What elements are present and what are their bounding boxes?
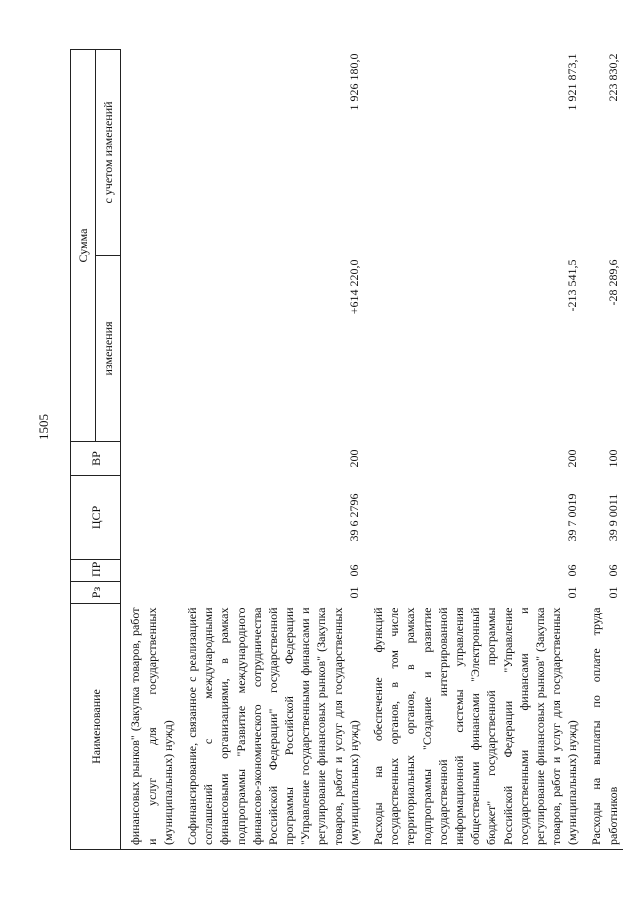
row-pr: 06 <box>565 564 580 577</box>
row-change: -28 289,6 <box>605 259 620 306</box>
header-rz: Рз <box>71 582 121 604</box>
row-total: 223 830,2 <box>605 53 620 102</box>
row-vr: 200 <box>346 449 361 468</box>
header-pr: ПР <box>71 560 121 582</box>
row-vr: 200 <box>565 449 580 468</box>
row-rz: 01 <box>605 586 620 599</box>
table-row <box>121 49 178 849</box>
header-name: Наименование <box>71 604 121 850</box>
row-csr: 39 7 0019 <box>565 493 580 542</box>
budget-table-sheet <box>70 50 620 850</box>
row-rz: 01 <box>346 586 361 599</box>
row-pr: 06 <box>605 564 620 577</box>
row-csr <box>121 476 178 560</box>
row-pr: 06 <box>346 564 361 577</box>
table-row <box>178 49 364 849</box>
row-change: -213 541,5 <box>565 259 580 312</box>
row-total <box>121 49 178 255</box>
header-csr: ЦСР <box>71 476 121 560</box>
row-csr: 39 9 0011 <box>605 493 620 542</box>
row-name: Расходы на обеспечение функций государственных органов, в том числе территориальных органов, в рамках подпрограммы "Создание и развитие государственной интегрированной информационной системы управления общественными финансами "Электронный бюджет" государственной программы Российской Федерации "Управление государственными финансами и регулирование финансовых рынков" (Закупка товаров, работ и услуг для государственных (муниципальных) нужд) <box>364 604 582 850</box>
row-pr <box>121 560 178 582</box>
row-total: 1 926 180,0 <box>346 53 361 111</box>
row-name: Расходы на выплаты по оплате труда работников <box>582 604 622 850</box>
header-with-change: с учетом изменений <box>96 49 121 255</box>
row-change <box>121 256 178 442</box>
header-change: изменения <box>96 256 121 442</box>
row-name: Софинансирование, связанное с реализацией соглашений с международными финансовыми организациями, в рамках подпрограммы "Развитие международного финансово-экономического сотрудничества Российской Федерации" государственной программы Российской Федерации "Управление государственными финансами и регулирование финансовых рынков" (Закупка товаров, работ и услуг для государственных (муниципальных) нужд) <box>178 604 364 850</box>
page-number: 1505 <box>36 414 51 440</box>
row-change: +614 220,0 <box>346 259 361 315</box>
header-sum: Сумма <box>71 49 96 441</box>
budget-table <box>70 49 623 850</box>
table-row <box>364 49 582 849</box>
row-rz <box>121 582 178 604</box>
header-vr: ВР <box>71 442 121 476</box>
row-total: 1 921 873,1 <box>565 53 580 111</box>
row-vr <box>121 442 178 476</box>
row-vr: 100 <box>605 449 620 468</box>
table-row <box>582 49 622 849</box>
row-name: финансовых рынков" (Закупка товаров, работ и услуг для государственных (муниципальных) нужд) <box>121 604 178 850</box>
row-csr: 39 6 2796 <box>346 493 361 542</box>
row-rz: 01 <box>565 586 580 599</box>
